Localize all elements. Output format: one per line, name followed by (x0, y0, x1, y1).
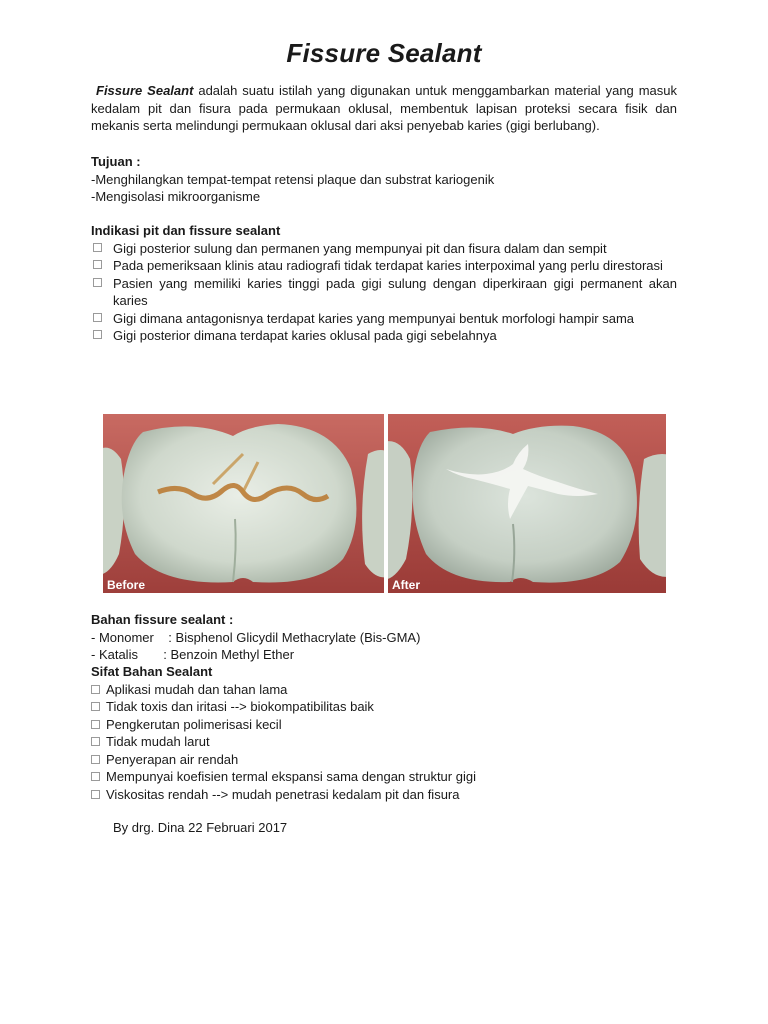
indikasi-section (91, 222, 677, 345)
sifat-item: Tidak mudah larut (91, 733, 677, 751)
checkbox-bullet-icon (91, 790, 100, 799)
sifat-item: Aplikasi mudah dan tahan lama (91, 681, 677, 699)
intro-paragraph (91, 82, 677, 135)
tujuan-item: -Menghilangkan tempat-tempat retensi plaque dan substrat kariogenik (91, 171, 495, 187)
monomer-row: - Monomer : Bisphenol Glicydil Methacrylate (Bis-GMA) (91, 629, 421, 645)
before-after-photos (103, 414, 666, 593)
indikasi-item: Pada pemeriksaan klinis atau radiografi tidak terdapat karies interpoximal yang perlu direstorasi (91, 257, 677, 275)
after-label: After (392, 578, 421, 592)
checkbox-bullet-icon (93, 313, 102, 322)
sifat-heading: Sifat Bahan Sealant (91, 664, 213, 679)
checkbox-bullet-icon (93, 243, 102, 252)
sifat-item: Pengkerutan polimerisasi kecil (91, 716, 677, 734)
indikasi-heading: Indikasi pit dan fissure sealant (91, 223, 281, 238)
tujuan-heading: Tujuan : (91, 154, 141, 169)
page-title: Fissure Sealant (286, 38, 482, 68)
indikasi-item: Gigi dimana antagonisnya terdapat karies yang mempunyai bentuk morfologi hampir sama (91, 310, 677, 328)
after-photo (388, 414, 666, 593)
tujuan-item: -Mengisolasi mikroorganisme (91, 189, 261, 204)
signature-line: By drg. Dina 22 Februari 2017 (113, 820, 288, 835)
intro-lead-term: Fissure Sealant (96, 83, 194, 98)
indikasi-item: Gigi posterior sulung dan permanen yang mempunyai pit dan fisura dalam dan sempit (91, 240, 677, 258)
bahan-heading: Bahan fissure sealant : (91, 612, 234, 627)
checkbox-bullet-icon (91, 702, 100, 711)
intro-text: adalah suatu istilah yang digunakan untuk menggambarkan material yang masuk kedalam pit dan fisura pada permukaan oklusal, membentuk lapisan proteksi secara fisik dan mekanis serta melindungi permukaan oklusal dari aksi penyebab karies (gigi berlubang). (91, 83, 677, 133)
checkbox-bullet-icon (91, 755, 100, 764)
before-label: Before (107, 578, 146, 592)
checkbox-bullet-icon (91, 685, 100, 694)
checkbox-bullet-icon (93, 260, 102, 269)
checkbox-bullet-icon (93, 278, 102, 287)
tujuan-section (91, 153, 677, 206)
bahan-section (91, 611, 677, 664)
sifat-item: Tidak toxis dan iritasi --> biokompatibilitas baik (91, 698, 677, 716)
checkbox-bullet-icon (91, 772, 100, 781)
sifat-item: Penyerapan air rendah (91, 751, 677, 769)
checkbox-bullet-icon (93, 330, 102, 339)
sifat-section (91, 663, 677, 803)
before-photo (103, 414, 384, 593)
sifat-item: Viskositas rendah --> mudah penetrasi kedalam pit dan fisura (91, 786, 677, 804)
katalis-row: - Katalis : Benzoin Methyl Ether (91, 647, 295, 662)
indikasi-item: Pasien yang memiliki karies tinggi pada gigi sulung dengan diperkiraan gigi permanent akan karies (91, 275, 677, 310)
sifat-item: Mempunyai koefisien termal ekspansi sama dengan struktur gigi (91, 768, 677, 786)
checkbox-bullet-icon (91, 720, 100, 729)
checkbox-bullet-icon (91, 737, 100, 746)
indikasi-item: Gigi posterior dimana terdapat karies oklusal pada gigi sebelahnya (91, 327, 677, 345)
